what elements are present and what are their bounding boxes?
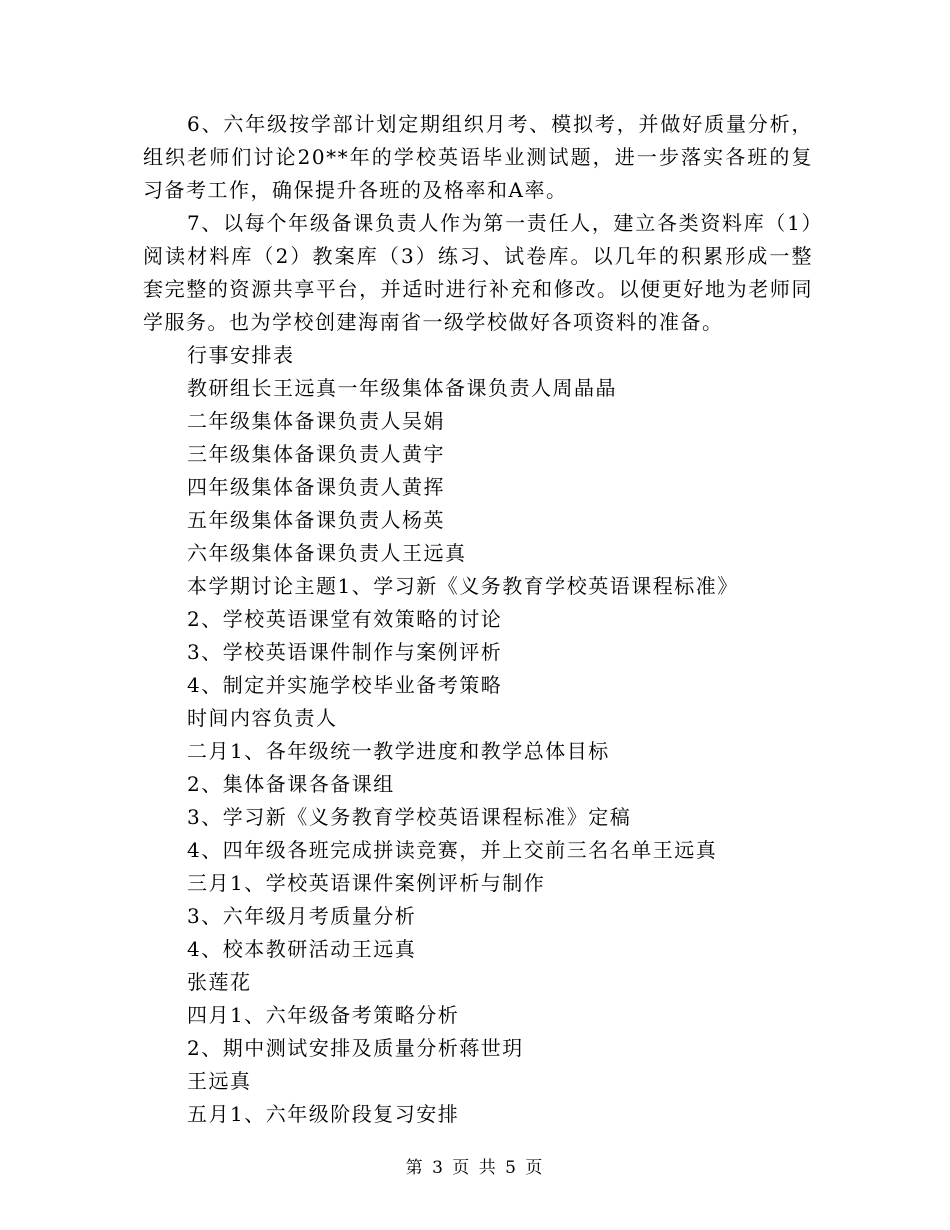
text-line: 4、校本教研活动王远真 [187,937,417,961]
text-line: 六年级集体备课负责人王远真 [187,541,467,565]
paragraph-item-6: 6、六年级按学部计划定期组织月考、模拟考，并做好质量分析，组织老师们讨论20**年的学校英语毕业测试题，进一步落实各班的复习备考工作，确保提升各班的及格率和A率。 [143,112,813,202]
text-line: 教研组长王远真一年级集体备课负责人周晶晶 [187,376,617,400]
text-line: 3、学校英语课件制作与案例评析 [187,640,503,664]
text-line: 本学期讨论主题1、学习新《义务教育学校英语课程标准》 [187,574,739,598]
text-line: 3、学习新《义务教育学校英语课程标准》定稿 [187,805,632,829]
text-line: 3、六年级月考质量分析 [187,904,417,928]
text-line: 四年级集体备课负责人黄挥 [187,475,445,499]
text-line: 张莲花 [187,970,252,994]
page-number-footer: 第 3 页 共 5 页 [405,1158,545,1178]
text-line: 王远真 [187,1069,252,1093]
document-body [143,108,813,1131]
text-line: 三月1、学校英语课件案例评析与制作 [187,871,546,895]
text-line: 五月1、六年级阶段复习安排 [187,1102,460,1126]
text-line: 4、制定并实施学校毕业备考策略 [187,673,503,697]
text-line: 2、集体备课各备课组 [187,772,395,796]
text-line: 五年级集体备课负责人杨英 [187,508,445,532]
text-line: 2、期中测试安排及质量分析蒋世玥 [187,1036,524,1060]
text-line: 4、四年级各班完成拼读竞赛，并上交前三名名单王远真 [187,838,718,862]
text-line: 二年级集体备课负责人吴娟 [187,409,445,433]
text-line: 2、学校英语课堂有效策略的讨论 [187,607,503,631]
schedule-title: 行事安排表 [187,343,295,367]
text-line: 四月1、六年级备考策略分析 [187,1003,460,1027]
table-header-line: 时间内容负责人 [187,706,338,730]
paragraph-item-7: 7、以每个年级备课负责人作为第一责任人，建立各类资料库（1）阅读材料库（2）教案库（3）练习、试卷库。以几年的积累形成一整套完整的资源共享平台，并适时进行补充和修改。以便更好地为老师同学服务。也为学校创建海南省一级学校做好各项资料的准备。 [143,211,813,334]
text-line: 三年级集体备课负责人黄宇 [187,442,445,466]
text-line: 二月1、各年级统一教学进度和教学总体目标 [187,739,610,763]
